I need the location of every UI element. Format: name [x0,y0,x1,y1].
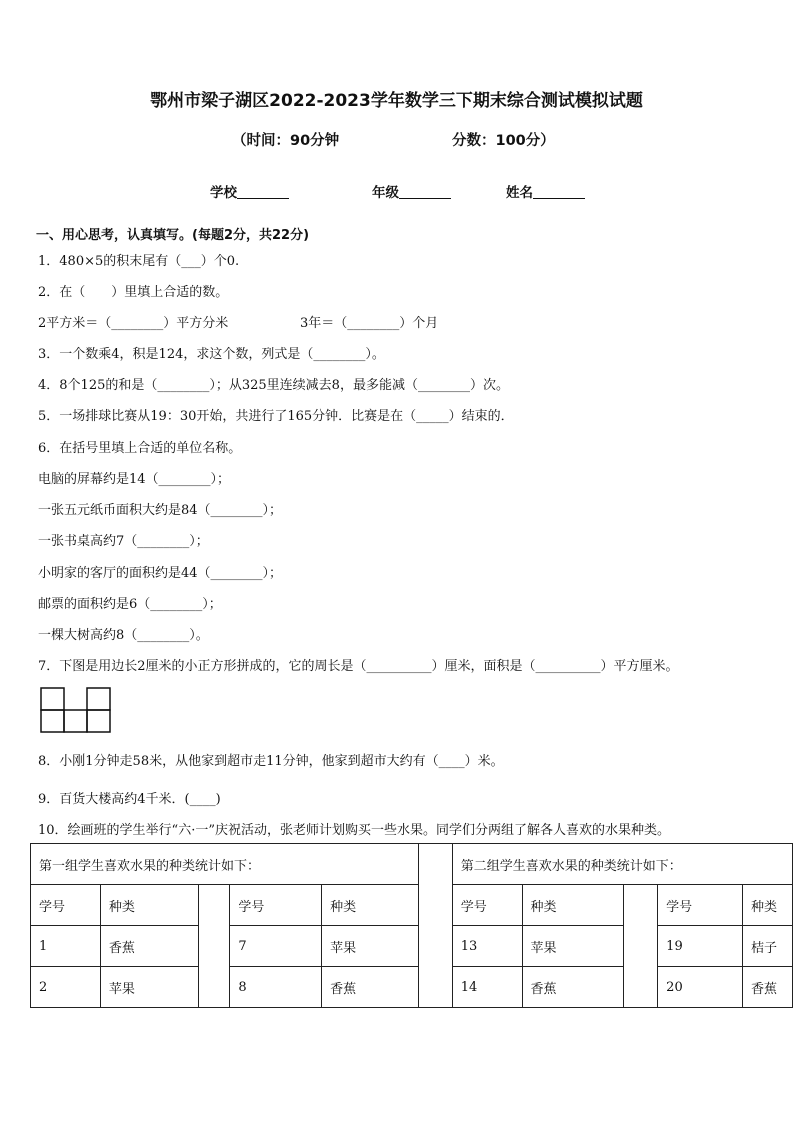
question-10: 10．绘画班的学生举行“六·一”庆祝活动，张老师计划购买一些水果。同学们分两组了解各人喜欢的水果种类。 [38,823,670,838]
grade-field [372,181,451,201]
column-gap [198,885,230,1008]
question-6d: 小明家的客厅的面积约是44（________）； [38,566,283,581]
header-id: 学号 [230,885,322,926]
group-divider [418,844,452,1008]
exam-score: 分数：100分） [452,133,555,149]
table-row [31,926,793,967]
cell-id: 8 [230,967,322,1008]
grade-label: 年级 [372,185,399,201]
name-field [506,181,585,201]
group1-title: 第一组学生喜欢水果的种类统计如下： [31,844,419,885]
fruit-stats-table [30,843,793,1008]
name-blank[interactable] [533,184,585,199]
question-6b: 一张五元纸币面积大约是84（________）； [38,503,283,518]
question-6: 6．在括号里填上合适的单位名称。 [38,441,242,456]
grade-blank[interactable] [399,184,451,199]
school-blank[interactable] [237,184,289,199]
question-1: 1．480×5的积末尾有（___）个0. [38,254,240,269]
question-9: 9．百货大楼高约4千米．(____) [38,792,221,807]
cell-kind: 香蕉 [100,926,198,967]
header-kind: 种类 [322,885,419,926]
exam-time: （时间：90分钟 [232,133,340,149]
header-kind: 种类 [100,885,198,926]
cell-id: 7 [230,926,322,967]
question-5: 5．一场排球比赛从19：30开始，共进行了165分钟．比赛是在（_____）结束的． [38,409,514,424]
question-2b: 3年＝（________）个月 [300,316,439,331]
header-id: 学号 [31,885,101,926]
cell-kind: 苹果 [100,967,198,1008]
cell-id: 13 [452,926,522,967]
cell-kind: 香蕉 [522,967,624,1008]
table-title-row [31,844,793,885]
question-3: 3．一个数乘4，积是124，求这个数，列式是（________）。 [38,347,385,362]
header-id: 学号 [658,885,743,926]
question-4: 4．8个125的和是（________）；从325里连续减去8，最多能减（________）次。 [38,378,509,393]
cell-id: 2 [31,967,101,1008]
question-6c: 一张书桌高约7（________）； [38,534,209,549]
school-label: 学校 [210,185,237,201]
cell-id: 14 [452,967,522,1008]
question-6e: 邮票的面积约是6（________）； [38,597,222,612]
header-id: 学号 [452,885,522,926]
question-8: 8．小刚1分钟走58米，从他家到超市走11分钟，他家到超市大约有（____）米。 [38,754,504,769]
column-gap [624,885,658,1008]
group2-title: 第二组学生喜欢水果的种类统计如下： [452,844,792,885]
cell-kind: 桔子 [742,926,792,967]
cell-id: 20 [658,967,743,1008]
cell-kind: 香蕉 [742,967,792,1008]
question-6a: 电脑的屏幕约是14（________）； [38,472,231,487]
cell-kind: 苹果 [322,926,419,967]
header-kind: 种类 [742,885,792,926]
square-grid-figure [40,687,112,733]
school-field [210,181,289,201]
cell-id: 1 [31,926,101,967]
cell-id: 19 [658,926,743,967]
header-kind: 种类 [522,885,624,926]
table-row [31,967,793,1008]
cell-kind: 香蕉 [322,967,419,1008]
cell-kind: 苹果 [522,926,624,967]
table-header-row [31,885,793,926]
question-2a: 2平方米＝（________）平方分米 [38,316,229,331]
page-title: 鄂州市梁子湖区2022-2023学年数学三下期末综合测试模拟试题 [150,91,643,111]
question-2: 2．在（ ）里填上合适的数。 [38,285,229,300]
question-7: 7．下图是用边长2厘米的小正方形拼成的，它的周长是（__________）厘米，面积是（__________）平方厘米。 [38,659,679,674]
section-heading: 一、用心思考，认真填写。(每题2分，共22分) [36,228,310,243]
question-6f: 一棵大树高约8（________）。 [38,628,209,643]
name-label: 姓名 [506,185,533,201]
